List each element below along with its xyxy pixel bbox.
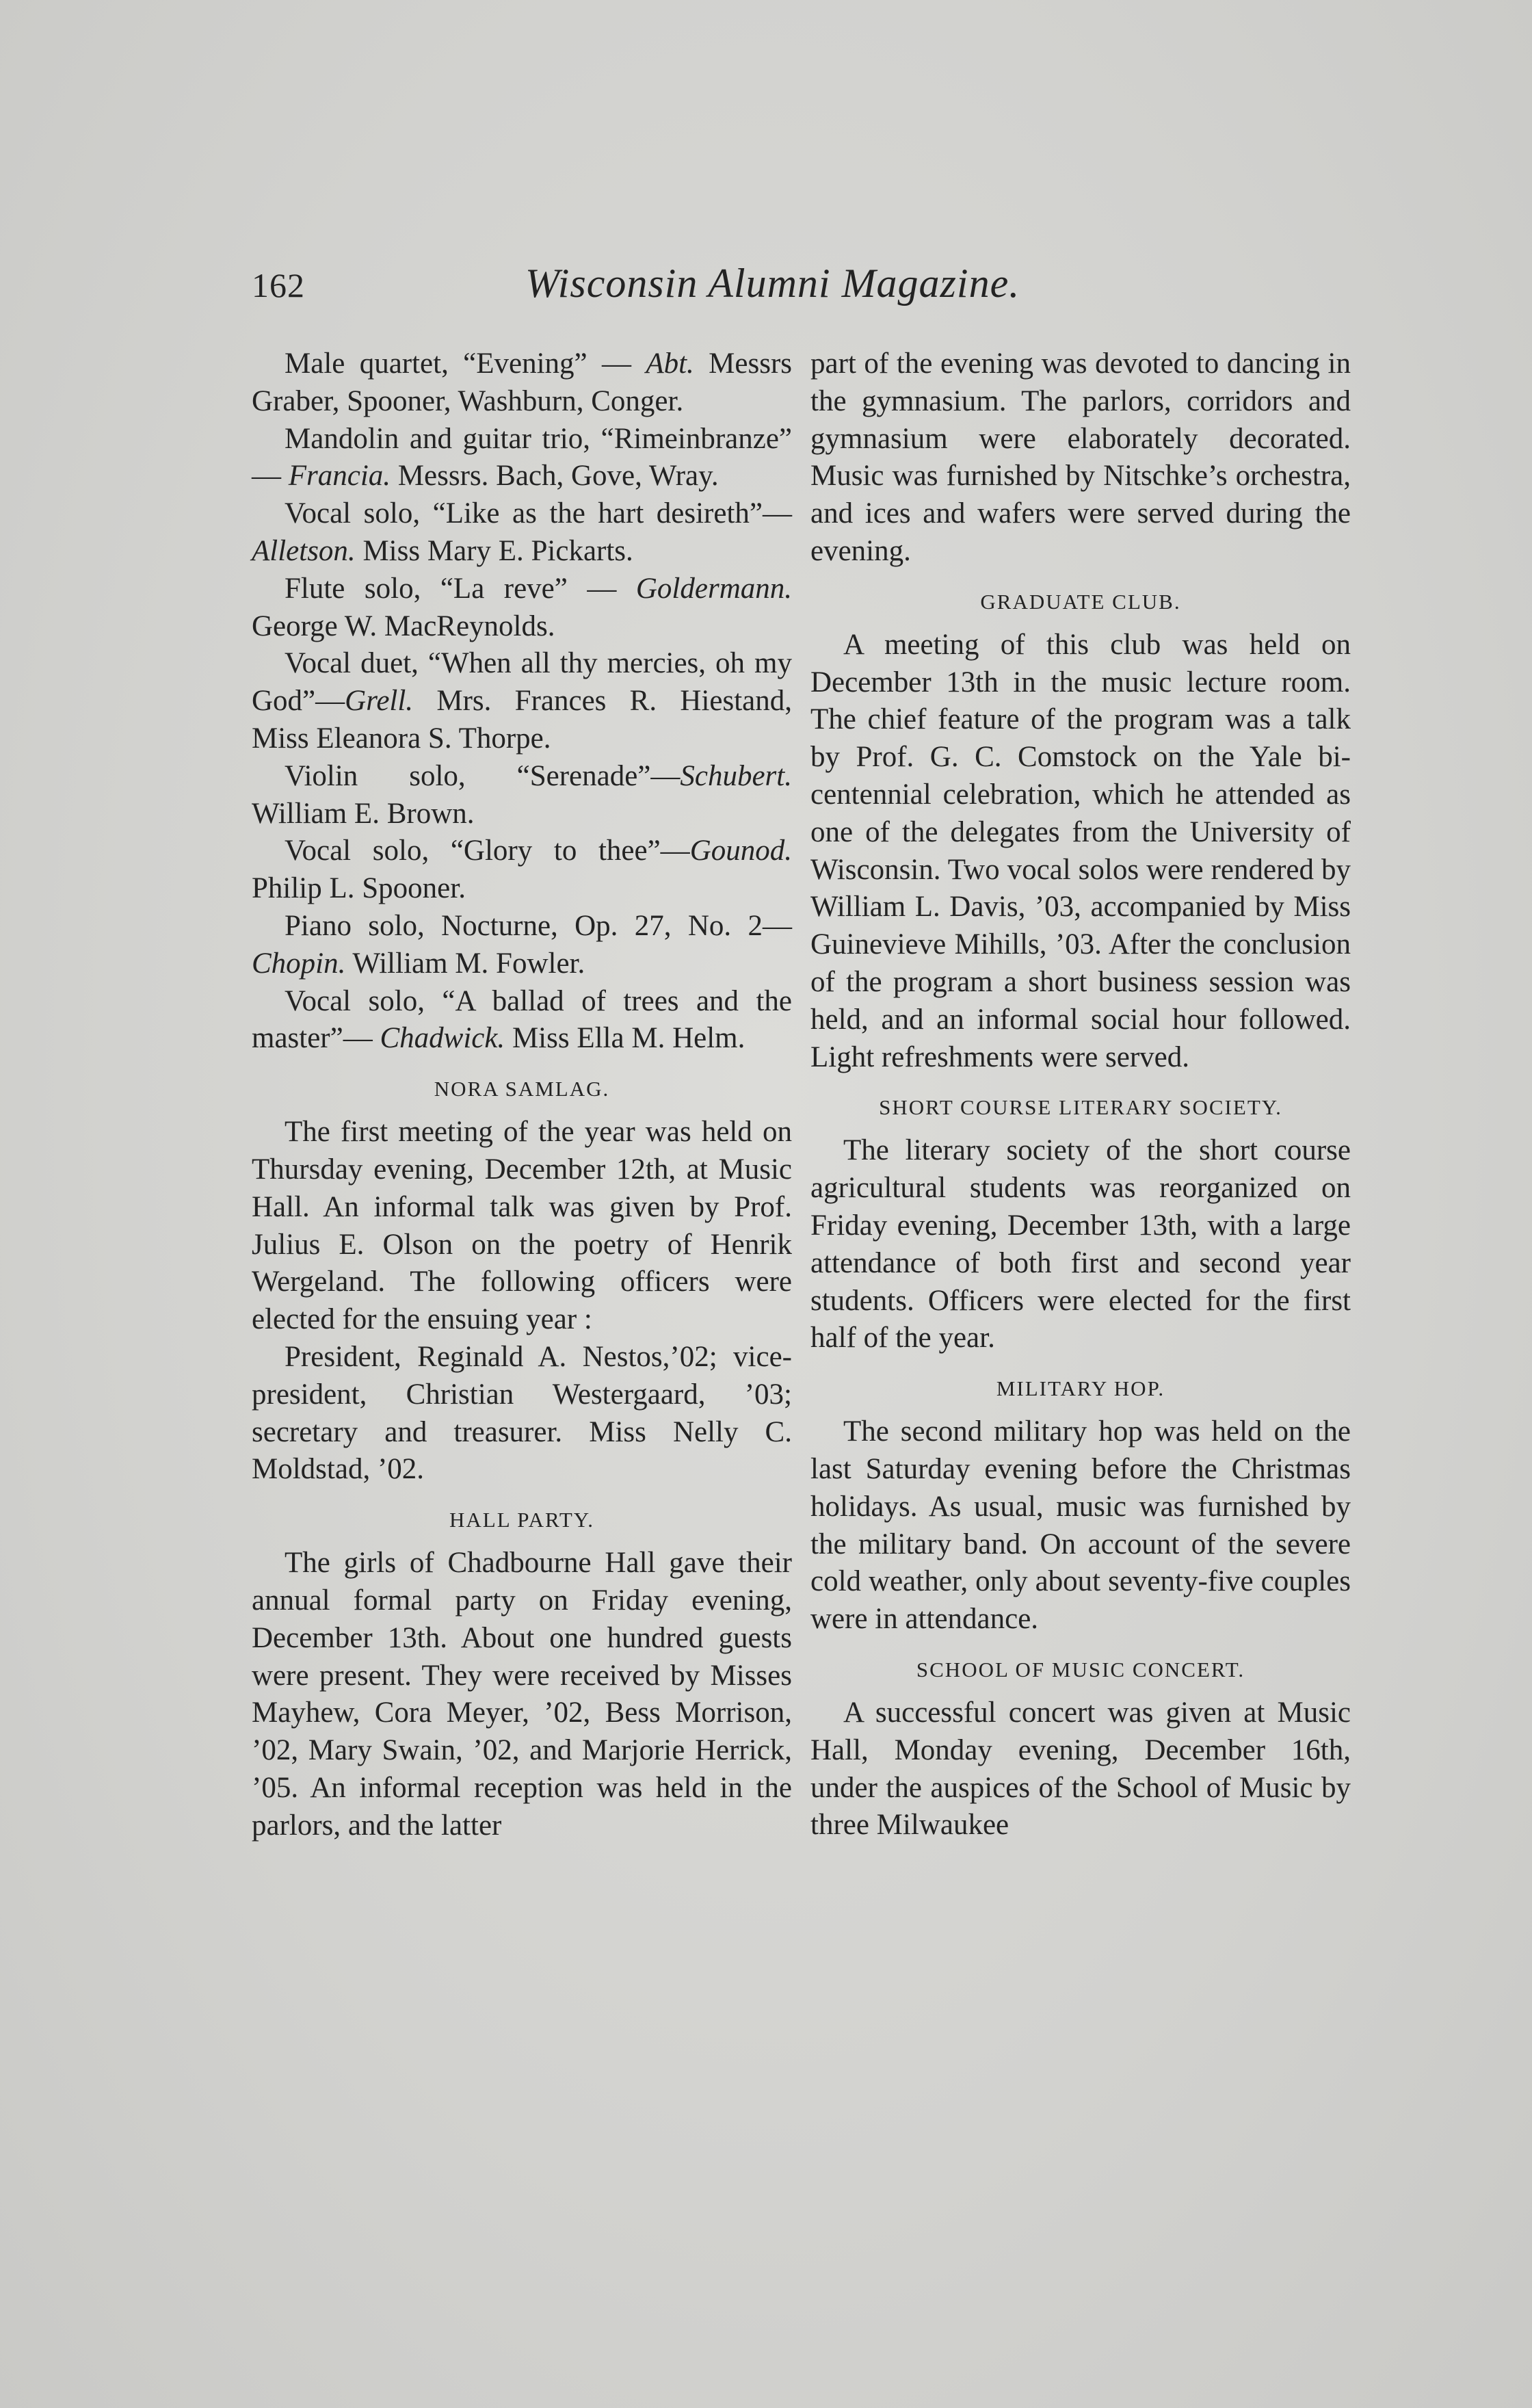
paragraph: A meeting of this club was held on December 13th in the music lecture room. The chief feature of the program was a talk by Prof. G. C. Comstock on the Yale bi-centennial celebration, which he attended as one of the delegates from the University of Wisconsin. Two vocal solos were rendered by William L. Davis, ’03, accompanied by Miss Guinevieve Mihills, ’03. After the conclusion of the program a short business session was held, and an informal social hour followed. Light refreshments were served.	[810, 628, 1351, 1073]
running-title: Wisconsin Alumni Magazine.	[525, 261, 1020, 306]
section-heading-graduate-club: GRADUATE CLUB.	[980, 589, 1181, 614]
program-item: Violin solo, “Serenade”—Schubert. William E. Brown.	[252, 759, 792, 830]
program-item: Male quartet, “Evening” — Abt. Messrs Graber, Spooner, Washburn, Conger.	[252, 348, 792, 417]
paragraph: The girls of Chadbourne Hall gave their annual formal party on Friday evening, December 13th. About one hundred guests were present. They were received by Misses Mayhew, Cora Meyer, ’02, Bess Morrison, ’02, Mary Swain, ’02, and Marjorie Herrick, ’05. An informal reception was held in the parlors, and the latter	[252, 1547, 792, 1842]
program-item: Mandolin and guitar trio, “Rimeinbranze” — Francia. Messrs. Bach, Gove, Wray.	[252, 422, 792, 493]
section-heading-hall-party: HALL PARTY.	[449, 1508, 594, 1532]
program-item: Vocal solo, “Glory to thee”—Gounod. Philip L. Spooner.	[252, 835, 792, 905]
program-item: Vocal solo, “Like as the hart desireth”—Alletson. Miss Mary E. Pickarts.	[252, 497, 792, 567]
section-heading-nora-samlag: NORA SAMLAG.	[434, 1077, 610, 1101]
section-heading-school-of-music: SCHOOL OF MUSIC CONCERT.	[916, 1657, 1245, 1681]
program-item: Flute solo, “La reve” — Goldermann. George W. MacReynolds.	[252, 572, 792, 642]
paragraph: part of the evening was devoted to dancing in the gymnasium. The parlors, corridors and gymnasium were elaborately decorated. Music was furnished by Nitschke’s orchestra, and ices and wafers were served during the evening.	[810, 348, 1351, 567]
left-column	[252, 345, 792, 1844]
paragraph: A successful concert was given at Music Hall, Monday evening, December 16th, under the auspices of the School of Music by three Milwaukee	[810, 1696, 1351, 1842]
page-number: 162	[252, 266, 305, 304]
program-item: Piano solo, Nocturne, Op. 27, No. 2—Chopin. William M. Fowler.	[252, 909, 792, 980]
page-header	[252, 260, 1066, 315]
paragraph: The first meeting of the year was held on Thursday evening, December 12th, at Music Hall. An informal talk was given by Prof. Julius E. Olson on the poetry of Henrik Wergeland. The following officers were elected for the ensuing year :	[252, 1116, 792, 1336]
right-column	[810, 345, 1351, 1844]
paragraph: The second military hop was held on the last Saturday evening before the Christmas holidays. As usual, music was furnished by the military band. On account of the severe cold weather, only about seventy-five couples were in attendance.	[810, 1415, 1351, 1636]
program-item: Vocal duet, “When all thy mercies, oh my God”—Grell. Mrs. Frances R. Hiestand, Miss Eleanora S. Thorpe.	[252, 647, 792, 755]
section-heading-short-course: SHORT COURSE LITERARY SOCIETY.	[879, 1095, 1282, 1120]
paragraph: President, Reginald A. Nestos,’02; vice-president, Christian Westergaard, ’03; secretary and treasurer. Miss Nelly C. Moldstad, ’02.	[252, 1340, 792, 1486]
program-item: Vocal solo, “A ballad of trees and the master”— Chadwick. Miss Ella M. Helm.	[252, 984, 792, 1055]
paragraph: The literary society of the short course agricultural students was reorganized on Friday evening, December 13th, with a large attendance of both first and second year students. Officers were elected for the first half of the year.	[810, 1134, 1351, 1354]
section-heading-military-hop: MILITARY HOP.	[996, 1376, 1165, 1401]
